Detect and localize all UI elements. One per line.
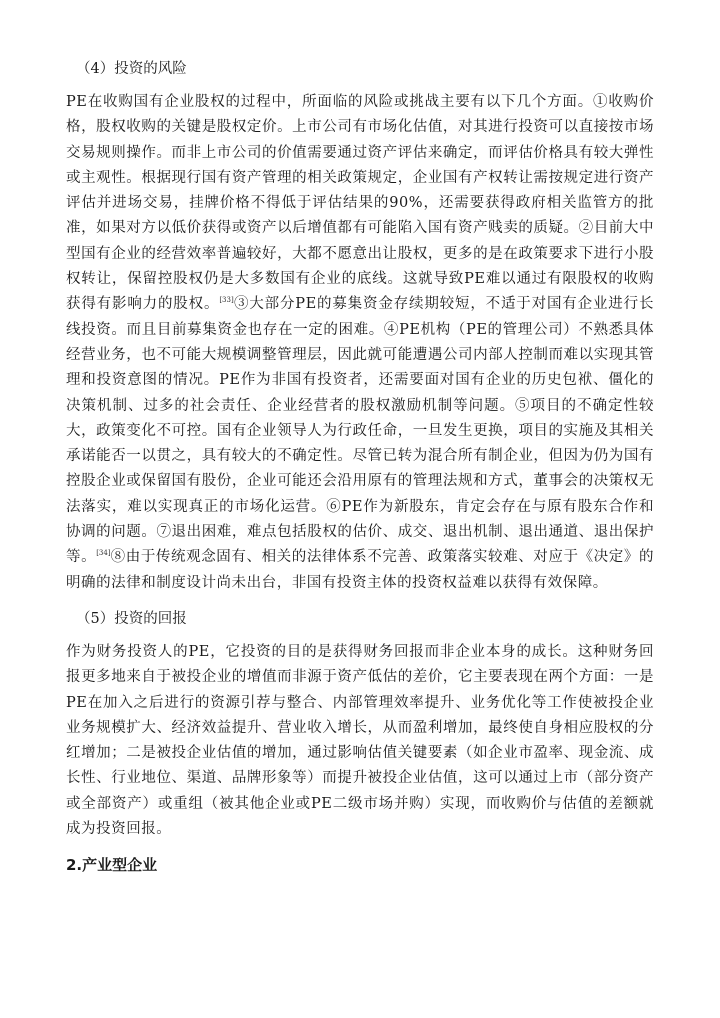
return-paragraph: 作为财务投资人的PE，它投资的目的是获得财务回报而非企业本身的成长。这种财务回报更多地来自于被投企业的增值而非源于资产低估的差价，它主要表现在两个方面：一是PE在加入之后进行的资源引荐与整合、内部管理效率提升、业务优化等工作使被投企业业务规模扩大、经济效益提升、营业收入增长，从而盈利增加，最终使自身相应股权的分红增加；二是被投企业估值的增加，通过影响估值关键要素（如企业市盈率、现金流、成长性、行业地位、渠道、品牌形象等）而提升被投企业估值，这可以通过上市（部分资产或全部资产）或重组（被其他企业或PE二级市场并购）实现，而收购价与估值的差额就成为投资回报。: [66, 643, 654, 838]
citation-34: [34]: [96, 549, 111, 558]
return-heading: （5）投资的回报: [76, 610, 187, 627]
risk-heading: （4）投资的风险: [76, 61, 187, 77]
risk-paragraph-part-1: PE在收购国有企业股权的过程中，所面临的风险或挑战主要有以下几个方面。①收购价格，股权收购的关键是股权定价。上市公司有市场化估值，对其进行投资可以直接按市场交易规则操作。而非上市公司的价值需要通过资产评估来确定，而评估价格具有较大弹性或主观性。根据现行国有资产管理的相关政策规定，企业国有产权转让需按规定进行资产评估并进场交易，挂牌价格不得低于评估结果的90%，还需要获得政府相关监管方的批准，如果对方以低价获得或资产以后增值都有可能陷入国有资产贱卖的质疑。②目前大中型国有企业的经营效率普遍较好，大都不愿意出让股权，更多的是在政策要求下进行小股权转让，保留控股权仍是大多数国有企业的底线。这就导致PE难以通过有限股权的收购获得有影响力的股权。: [66, 94, 654, 313]
citation-33: [33]: [219, 296, 234, 305]
section-title: 2.产业型企业: [66, 856, 158, 875]
document-page: [66, 56, 654, 878]
risk-paragraph-part-2: ③大部分PE的募集资金存续期较短，不适于对国有企业进行长线投资。而且目前募集资金也存在一定的困难。④PE机构（PE的管理公司）不熟悉具体经营业务，也不可能大规模调整管理层，因此就可能遭遇公司内部人控制而难以实现其管理和投资意图的情况。PE作为非国有投资者，还需要面对国有企业的历史包袱、僵化的决策机制、过多的社会责任、企业经营者的股权激励机制等问题。⑤项目的不确定性较大，政策变化不可控。国有企业领导人为行政任命，一旦发生更换，项目的实施及其相关承诺能否一以贯之，具有较大的不确定性。尽管已转为混合所有制企业，但因为仍为国有控股企业或保留国有股份，企业可能还会沿用原有的管理法规和方式，董事会的决策权无法落实，难以实现真正的市场化运营。⑥PE作为新股东，肯定会存在与原有股东合作和协调的问题。⑦退出困难，难点包括股权的估价、成交、退出机制、退出通道、退出保护等。: [66, 296, 654, 566]
risk-paragraph-part-3: ⑧由于传统观念固有、相关的法律体系不完善、政策落实较难、对应于《决定》的明确的法律和制度设计尚未出台，非国有投资主体的投资权益难以获得有效保障。: [66, 549, 655, 591]
risk-paragraph: [66, 90, 654, 596]
